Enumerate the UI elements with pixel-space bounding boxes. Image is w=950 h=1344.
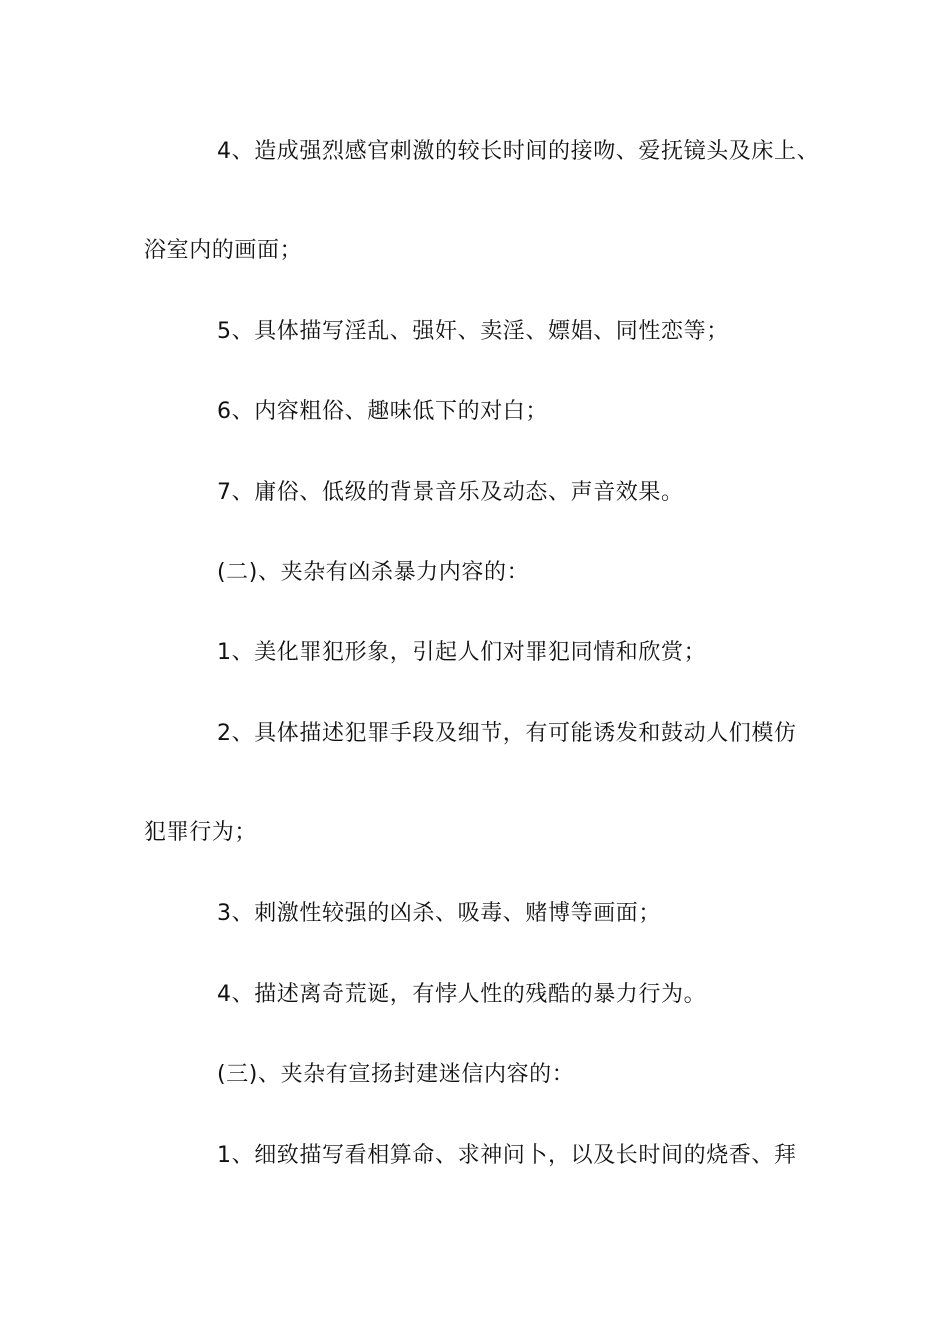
paragraph-line: 1、细致描写看相算命、求神问卜，以及长时间的烧香、拜	[217, 1143, 797, 1168]
section-heading: (二)、夹杂有凶杀暴力内容的：	[217, 560, 530, 585]
paragraph-line: 浴室内的画面；	[144, 238, 303, 263]
paragraph-line: 5、具体描写淫乱、强奸、卖淫、嫖娼、同性恋等；	[217, 319, 729, 344]
paragraph-line: 7、庸俗、低级的背景音乐及动态、声音效果。	[217, 480, 684, 505]
paragraph-line: 犯罪行为；	[144, 820, 258, 845]
paragraph-line: 3、刺激性较强的凶杀、吸毒、赌博等画面；	[217, 901, 661, 926]
paragraph-line: 4、造成强烈感官刺激的较长时间的接吻、爱抚镜头及床上、	[217, 139, 820, 164]
paragraph-line: 4、描述离奇荒诞，有悖人性的残酷的暴力行为。	[217, 982, 707, 1007]
paragraph-line: 1、美化罪犯形象，引起人们对罪犯同情和欣赏；	[217, 640, 707, 665]
paragraph-line: 6、内容粗俗、趣味低下的对白；	[217, 399, 548, 424]
section-heading: (三)、夹杂有宣扬封建迷信内容的：	[217, 1062, 575, 1087]
paragraph-line: 2、具体描述犯罪手段及细节，有可能诱发和鼓动人们模仿	[217, 721, 797, 746]
